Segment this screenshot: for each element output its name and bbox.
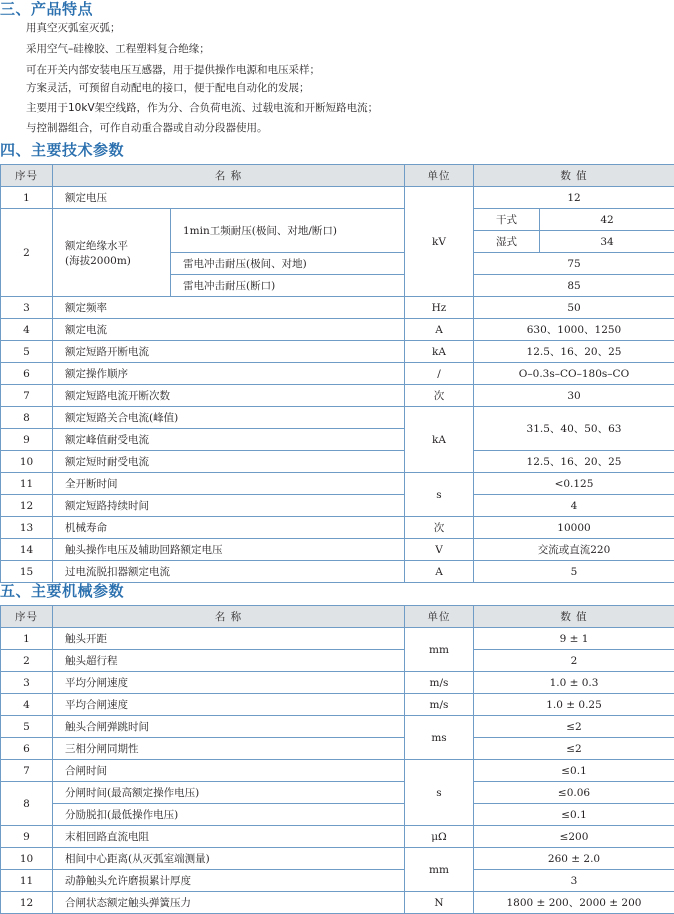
row-name: 额定短时耐受电流: [53, 451, 405, 473]
row-name: 额定绝缘水平 (海拔2000m): [53, 209, 171, 297]
table-row: [1, 870, 674, 892]
row-value: 630、1000、1250: [474, 319, 674, 341]
section4-title: 四、主要技术参数: [0, 139, 124, 160]
table-header-row: [1, 165, 674, 187]
row-value: 1.0 ± 0.25: [474, 694, 674, 716]
row-no: 7: [1, 760, 53, 782]
table-row: [1, 473, 674, 495]
row-name: 触头开距: [53, 628, 405, 650]
header-no: 序号: [1, 165, 53, 187]
row-value: 2: [474, 650, 674, 672]
row-value: ≤200: [474, 826, 674, 848]
row-name: 触头超行程: [53, 650, 405, 672]
feature-item: 采用空气–硅橡胶、工程塑料复合绝缘；: [26, 41, 210, 56]
row-name: 触头合闸弹跳时间: [53, 716, 405, 738]
table-header-row: [1, 606, 674, 628]
row-no: 12: [1, 892, 53, 914]
row-value: 12: [474, 187, 674, 209]
table-row: [1, 694, 674, 716]
table-row: [1, 760, 674, 782]
wet-label: 湿式: [474, 231, 540, 253]
row-name: 额定短路开断电流: [53, 341, 405, 363]
table-row: [1, 209, 674, 231]
row-name: 额定操作顺序: [53, 363, 405, 385]
table-row: [1, 451, 674, 473]
row-no: 12: [1, 495, 53, 517]
tech-params-table: [0, 164, 674, 583]
table-row: [1, 892, 674, 914]
feature-item: 主要用于10kV架空线路，作为分、合负荷电流、过载电流和开断短路电流；: [26, 100, 378, 115]
row-unit: ms: [405, 716, 474, 760]
row-value: 75: [474, 253, 674, 275]
row-value: 34: [540, 231, 674, 253]
row-value: 10000: [474, 517, 674, 539]
row-no: 3: [1, 297, 53, 319]
row-no: 6: [1, 363, 53, 385]
table-row: [1, 319, 674, 341]
row-no: 2: [1, 650, 53, 672]
row-name: 额定短路持续时间: [53, 495, 405, 517]
row-name: 分励脱扣(最低操作电压): [53, 804, 405, 826]
row-value: 31.5、40、50、63: [474, 407, 674, 451]
row-name: 相间中心距离(从灭弧室端测量): [53, 848, 405, 870]
section3-title: 三、产品特点: [0, 0, 93, 19]
row-subname: 雷电冲击耐压(极间、对地): [171, 253, 405, 275]
header-unit: 单位: [405, 606, 474, 628]
row-unit: V: [405, 539, 474, 561]
row-name: 末相回路直流电阻: [53, 826, 405, 848]
row-unit: 次: [405, 517, 474, 539]
row-unit: m/s: [405, 694, 474, 716]
table-row: [1, 716, 674, 738]
row-value: 50: [474, 297, 674, 319]
table-row: [1, 385, 674, 407]
section5-title: 五、主要机械参数: [0, 580, 124, 601]
row-name: 合闸时间: [53, 760, 405, 782]
table-row: [1, 826, 674, 848]
row-no: 4: [1, 319, 53, 341]
row-unit: s: [405, 760, 474, 826]
table-row: [1, 672, 674, 694]
row-value: 12.5、16、20、25: [474, 341, 674, 363]
table-row: [1, 804, 674, 826]
row-unit: N: [405, 892, 474, 914]
row-no: 3: [1, 672, 53, 694]
row-no: 5: [1, 716, 53, 738]
row-no: 4: [1, 694, 53, 716]
header-name: 名 称: [53, 606, 405, 628]
row-name: 额定电流: [53, 319, 405, 341]
row-name: 机械寿命: [53, 517, 405, 539]
table-row: [1, 539, 674, 561]
row-no: 11: [1, 870, 53, 892]
row-no: 1: [1, 187, 53, 209]
row-value: 4: [474, 495, 674, 517]
header-name: 名 称: [53, 165, 405, 187]
feature-item: 可在开关内部安装电压互感器，用于提供操作电源和电压采样；: [26, 62, 320, 77]
row-no: 13: [1, 517, 53, 539]
row-subname: 雷电冲击耐压(断口): [171, 275, 405, 297]
table-row: [1, 341, 674, 363]
table-row: [1, 848, 674, 870]
row-no: 1: [1, 628, 53, 650]
row-unit: m/s: [405, 672, 474, 694]
row-no: 8: [1, 407, 53, 429]
row-no: 8: [1, 782, 53, 826]
feature-item: 用真空灭弧室灭弧；: [26, 20, 121, 35]
row-subname: 1min工频耐压(极间、对地/断口): [171, 209, 405, 253]
row-value: 260 ± 2.0: [474, 848, 674, 870]
row-no: 5: [1, 341, 53, 363]
row-name: 额定频率: [53, 297, 405, 319]
dry-label: 干式: [474, 209, 540, 231]
row-no: 2: [1, 209, 53, 297]
row-value: ≤2: [474, 738, 674, 760]
row-unit: μΩ: [405, 826, 474, 848]
row-unit: mm: [405, 628, 474, 672]
table-row: [1, 363, 674, 385]
row-value: 85: [474, 275, 674, 297]
row-name: 额定电压: [53, 187, 405, 209]
row-value: <0.125: [474, 473, 674, 495]
row-no: 7: [1, 385, 53, 407]
table-row: [1, 187, 674, 209]
row-name: 分闸时间(最高额定操作电压): [53, 782, 405, 804]
row-value: 12.5、16、20、25: [474, 451, 674, 473]
row-value: ≤0.06: [474, 782, 674, 804]
row-unit: A: [405, 319, 474, 341]
feature-item: 与控制器组合，可作自动重合器或自动分段器使用。: [26, 120, 268, 135]
mech-params-table: [0, 605, 674, 914]
row-name: 平均分闸速度: [53, 672, 405, 694]
row-name: 触头操作电压及辅助回路额定电压: [53, 539, 405, 561]
row-value: ≤0.1: [474, 804, 674, 826]
table-row: [1, 628, 674, 650]
row-value: ≤2: [474, 716, 674, 738]
row-no: 10: [1, 451, 53, 473]
row-value: 交流或直流220: [474, 539, 674, 561]
table-row: [1, 517, 674, 539]
row-unit: kA: [405, 341, 474, 363]
table-row: [1, 495, 674, 517]
row-name: 额定短路电流开断次数: [53, 385, 405, 407]
row-value: 3: [474, 870, 674, 892]
row-value: 42: [540, 209, 674, 231]
table-row: [1, 297, 674, 319]
row-no: 9: [1, 429, 53, 451]
header-unit: 单位: [405, 165, 474, 187]
row-value: 5: [474, 561, 674, 583]
row-value: O–0.3s–CO–180s–CO: [474, 363, 674, 385]
header-value: 数 值: [474, 606, 674, 628]
row-value: 1800 ± 200、2000 ± 200: [474, 892, 674, 914]
row-unit: s: [405, 473, 474, 517]
row-name: 动静触头允许磨损累计厚度: [53, 870, 405, 892]
row-name: 全开断时间: [53, 473, 405, 495]
table-row: [1, 738, 674, 760]
row-no: 10: [1, 848, 53, 870]
row-no: 14: [1, 539, 53, 561]
row-name: 合闸状态额定触头弹簧压力: [53, 892, 405, 914]
row-name: 平均合闸速度: [53, 694, 405, 716]
header-no: 序号: [1, 606, 53, 628]
row-name: 额定短路关合电流(峰值): [53, 407, 405, 429]
table-row: [1, 407, 674, 429]
row-name: 过电流脱扣器额定电流: [53, 561, 405, 583]
row-no: 15: [1, 561, 53, 583]
row-value: ≤0.1: [474, 760, 674, 782]
table-row: [1, 782, 674, 804]
row-value: 30: [474, 385, 674, 407]
row-unit: 次: [405, 385, 474, 407]
row-value: 1.0 ± 0.3: [474, 672, 674, 694]
row-value: 9 ± 1: [474, 628, 674, 650]
row-unit: kA: [405, 407, 474, 473]
row-unit: /: [405, 363, 474, 385]
header-value: 数 值: [474, 165, 674, 187]
row-unit: Hz: [405, 297, 474, 319]
row-no: 6: [1, 738, 53, 760]
feature-item: 方案灵活，可预留自动配电的接口，便于配电自动化的发展；: [26, 80, 310, 95]
row-unit: mm: [405, 848, 474, 892]
row-no: 11: [1, 473, 53, 495]
row-unit: kV: [405, 187, 474, 297]
row-name: 额定峰值耐受电流: [53, 429, 405, 451]
row-unit: A: [405, 561, 474, 583]
table-row: [1, 650, 674, 672]
row-name: 三相分闸同期性: [53, 738, 405, 760]
row-no: 9: [1, 826, 53, 848]
